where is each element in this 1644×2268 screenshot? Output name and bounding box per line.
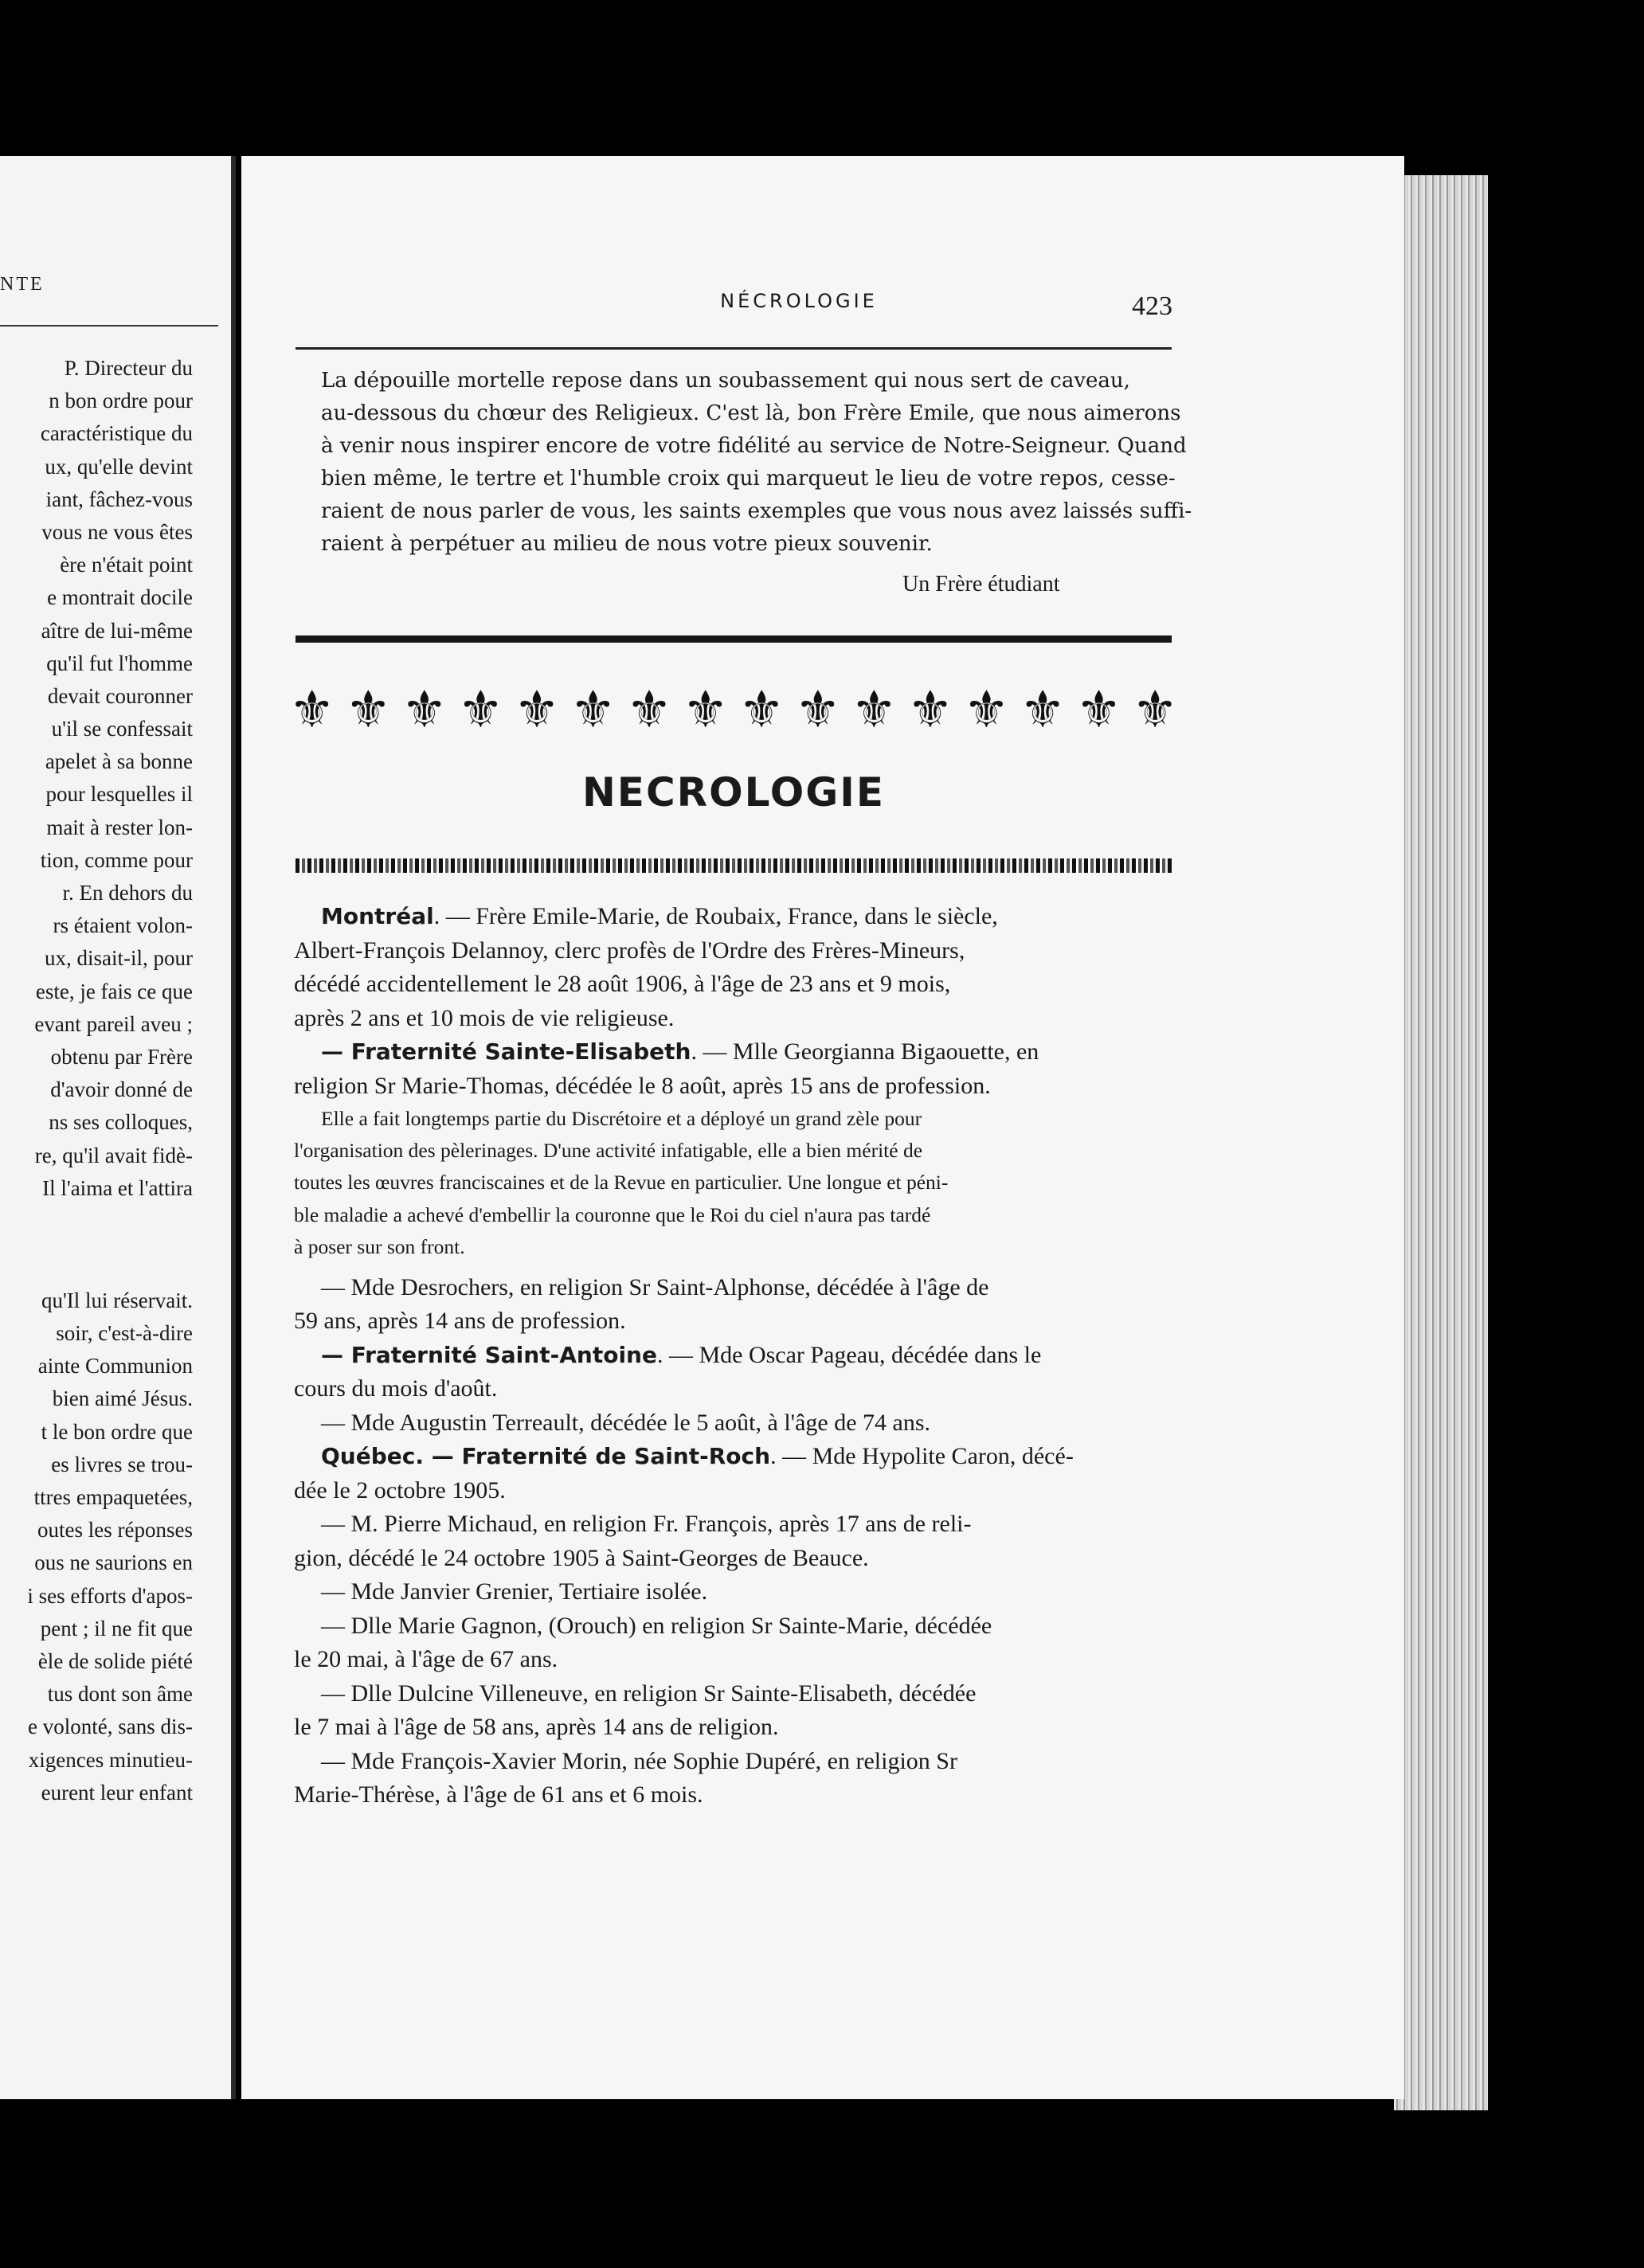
text-line: pent ; il ne fit que — [40, 1616, 193, 1640]
entry-line: cours du mois d'août. — [294, 1375, 498, 1402]
text-line: e volonté, sans dis- — [28, 1715, 193, 1739]
text-line: aître de lui-même — [41, 618, 193, 643]
text-line: qu'Il lui réservait. — [41, 1288, 193, 1312]
text-line: raient de nous parler de vous, les saints exemples que vous nous avez laissés suffi- — [321, 499, 1192, 523]
text-line: P. Directeur du — [64, 356, 193, 380]
entry-heading: Québec. — Fraternité de Saint-Roch — [321, 1443, 771, 1470]
entry-line: dée le 2 octobre 1905. — [294, 1476, 506, 1504]
section-title: NECROLOGIE — [581, 769, 886, 815]
text-line: obtenu par Frère — [50, 1044, 193, 1069]
fleur-de-lis-icon: ⚜ — [907, 682, 953, 738]
text-line: t le bon ordre que — [41, 1419, 193, 1444]
fleur-de-lis-icon: ⚜ — [738, 682, 785, 738]
text-line: à venir nous inspirer encore de votre fidélité au service de Notre-Seigneur. Quand — [321, 434, 1187, 458]
fleur-de-lis-icon: ⚜ — [626, 682, 672, 738]
fleur-de-lis-icon: ⚜ — [851, 682, 897, 738]
text-line: este, je fais ce que — [35, 979, 193, 1003]
fleur-de-lis-icon: ⚜ — [457, 682, 504, 738]
entry-heading: — Fraternité Sainte-Elisabeth — [321, 1038, 691, 1065]
necrology-entries — [294, 900, 1180, 1812]
fleur-de-lis-icon: ⚜ — [570, 682, 616, 738]
entry-line: — Mde François-Xavier Morin, née Sophie Dupéré, en religion Sr — [321, 1747, 957, 1774]
text-line: u'il se confessait — [51, 717, 193, 741]
fleur-de-lis-icon: ⚜ — [1020, 682, 1066, 738]
previous-page-text — [0, 352, 193, 1809]
fleur-de-lis-icon: ⚜ — [345, 682, 391, 738]
text-line: tion, comme pour — [40, 847, 193, 872]
ornamental-band — [296, 858, 1172, 873]
text-line: mait à rester lon- — [46, 815, 193, 839]
text-line: re, qu'il avait fidè- — [34, 1143, 193, 1167]
text-line: e montrait docile — [47, 585, 193, 610]
entry-line: — Fraternité Saint-Antoine. — Mde Oscar Pageau, décédée dans le — [321, 1341, 1042, 1368]
fleuron-border — [289, 682, 1178, 739]
text-line: tus dont son âme — [47, 1682, 193, 1707]
text-line: ère n'était point — [60, 553, 193, 577]
text-line: au-dessous du chœur des Religieux. C'est là, bon Frère Emile, que nous aimerons — [321, 401, 1181, 425]
text-line: ttres empaquetées, — [33, 1485, 193, 1509]
entry-line: le 7 mai à l'âge de 58 ans, après 14 ans de religion. — [294, 1714, 779, 1741]
text-line: rs étaient volon- — [53, 913, 193, 938]
text-line: bien même, le tertre et l'humble croix qui marqueut le lieu de votre repos, cesse- — [321, 467, 1176, 491]
text-line: bien aimé Jésus. — [52, 1386, 193, 1411]
text-line: La dépouille mortelle repose dans un soubassement qui nous sert de caveau, — [321, 369, 1130, 393]
text-line: soir, c'est-à-dire — [56, 1321, 193, 1346]
fleur-de-lis-icon: ⚜ — [963, 682, 1010, 738]
text-line: iant, fâchez-vous — [45, 487, 193, 511]
entry-line: religion Sr Marie-Thomas, décédée le 8 août, après 15 ans de profession. — [294, 1072, 991, 1099]
section-divider — [296, 635, 1172, 643]
entry-line: — Mde Desrochers, en religion Sr Saint-Alphonse, décédée à l'âge de — [321, 1273, 989, 1300]
text-line: ux, qu'elle devint — [45, 454, 193, 479]
fleur-de-lis-icon: ⚜ — [1075, 682, 1122, 738]
text-line: qu'il fut l'homme — [46, 651, 193, 675]
text-line: evant pareil aveu ; — [34, 1011, 193, 1036]
note-line: toutes les œuvres franciscaines et de la Revue en particulier. Une longue et péni- — [294, 1171, 949, 1195]
note-line: l'organisation des pèlerinages. D'une activité infatigable, elle a bien mérité de — [294, 1139, 923, 1163]
text-line: es livres se trou- — [51, 1452, 193, 1476]
text-line: n bon ordre pour — [49, 389, 193, 413]
previous-page-header: NTE — [0, 274, 45, 295]
page-number: 423 — [1132, 291, 1172, 321]
text-line: devait couronner — [47, 683, 193, 708]
signature: Un Frère étudiant — [902, 572, 1060, 596]
text-line: ainte Communion — [37, 1354, 193, 1378]
text-line: ux, disait-il, pour — [45, 946, 193, 971]
fleur-de-lis-icon: ⚜ — [682, 682, 729, 738]
intro-paragraph — [321, 365, 1192, 561]
entry-line: — M. Pierre Michaud, en religion Fr. François, après 17 ans de reli- — [321, 1511, 972, 1538]
entry-line: — Mde Augustin Terreault, décédée le 5 août, à l'âge de 74 ans. — [321, 1409, 930, 1436]
entry-line: après 2 ans et 10 mois de vie religieuse. — [294, 1004, 675, 1031]
text-line: pour lesquelles il — [45, 782, 193, 807]
text-line: xigences minutieu- — [28, 1747, 193, 1772]
entry-line: — Fraternité Sainte-Elisabeth. — Mlle Georgianna Bigaouette, en — [321, 1038, 1039, 1065]
entry-line: Marie-Thérèse, à l'âge de 61 ans et 6 mois. — [294, 1781, 703, 1809]
note-line: à poser sur son front. — [294, 1234, 465, 1258]
entry-heading: — Fraternité Saint-Antoine — [321, 1341, 657, 1368]
entry-line: gion, décédé le 24 octobre 1905 à Saint-Georges de Beauce. — [294, 1544, 869, 1571]
text-line: Il l'aima et l'attira — [42, 1175, 193, 1200]
entry-line: Montréal. — Frère Emile-Marie, de Roubaix, France, dans le siècle, — [321, 903, 998, 929]
text-line: caractéristique du — [40, 421, 193, 446]
fleur-de-lis-icon: ⚜ — [401, 682, 448, 738]
running-title: NÉCROLOGIE — [720, 290, 878, 312]
text-line: i ses efforts d'apos- — [27, 1583, 193, 1608]
entry-line: 59 ans, après 14 ans de profession. — [294, 1308, 626, 1335]
fleur-de-lis-icon: ⚜ — [289, 682, 335, 738]
text-line: outes les réponses — [37, 1518, 193, 1543]
entry-line: le 20 mai, à l'âge de 67 ans. — [294, 1646, 558, 1673]
entry-line: — Dlle Dulcine Villeneuve, en religion Sr Sainte-Elisabeth, décédée — [321, 1679, 977, 1707]
header-rule — [296, 347, 1172, 350]
page-edges — [1394, 175, 1488, 2110]
text-line: apelet à sa bonne — [45, 749, 193, 774]
text-line: ous ne saurions en — [34, 1550, 193, 1575]
entry-line: — Mde Janvier Grenier, Tertiaire isolée. — [321, 1578, 708, 1605]
text-line: raient à perpétuer au milieu de nous votre pieux souvenir. — [321, 532, 933, 556]
text-line: èle de solide piété — [37, 1648, 193, 1673]
note-line: Elle a fait longtemps partie du Discrétoire et a déployé un grand zèle pour — [321, 1107, 922, 1130]
entry-line: décédé accidentellement le 28 août 1906, à l'âge de 23 ans et 9 mois, — [294, 971, 951, 997]
entry-line: — Dlle Marie Gagnon, (Orouch) en religion Sr Sainte-Marie, décédée — [321, 1612, 992, 1639]
previous-page — [0, 156, 236, 2099]
previous-page-rule — [0, 325, 218, 327]
text-line: vous ne vous êtes — [41, 519, 193, 544]
entry-heading: Montréal — [321, 903, 434, 929]
fleur-de-lis-icon: ⚜ — [795, 682, 841, 738]
entry-line: Albert-François Delannoy, clerc profès de l'Ordre des Frères-Mineurs, — [294, 937, 965, 964]
text-line: eurent leur enfant — [41, 1780, 193, 1805]
entry-line: Québec. — Fraternité de Saint-Roch. — Mde Hypolite Caron, décé- — [321, 1443, 1074, 1470]
main-page — [241, 156, 1404, 2099]
text-line: d'avoir donné de — [50, 1077, 193, 1102]
text-line: ns ses colloques, — [49, 1110, 193, 1135]
fleur-de-lis-icon: ⚜ — [1132, 682, 1178, 738]
note-line: ble maladie a achevé d'embellir la couronne que le Roi du ciel n'aura pas tardé — [294, 1202, 931, 1226]
text-line: r. En dehors du — [62, 881, 193, 905]
fleur-de-lis-icon: ⚜ — [514, 682, 560, 738]
